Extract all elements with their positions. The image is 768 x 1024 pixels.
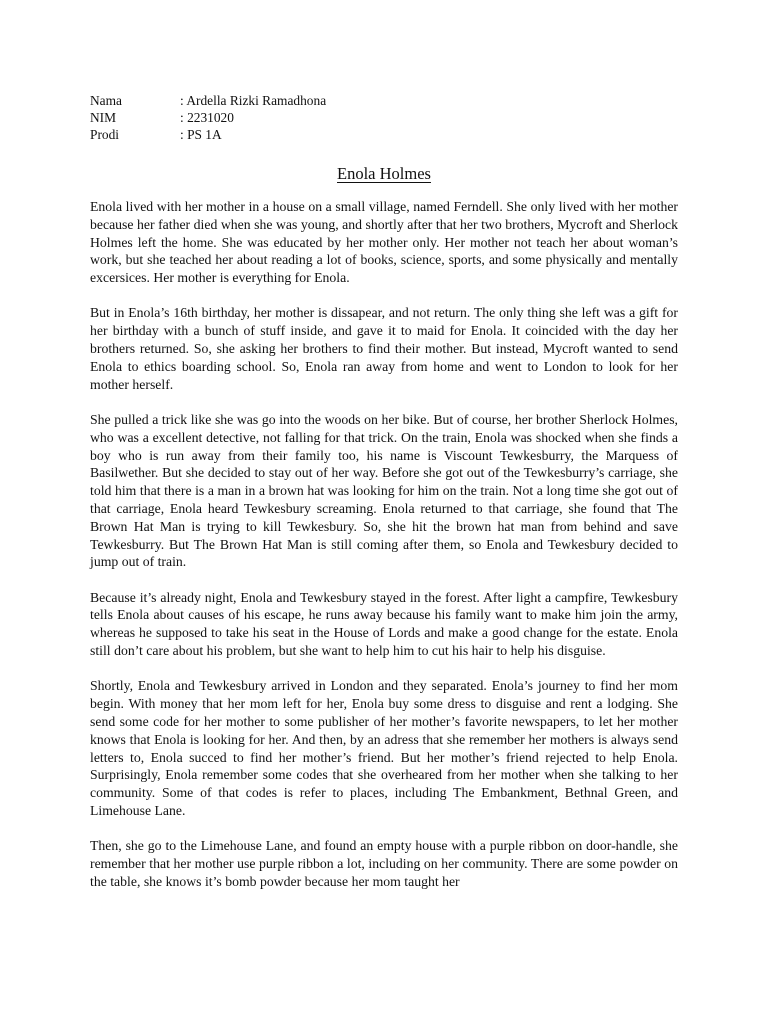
id-value: : 2231020 xyxy=(180,110,234,125)
program-row xyxy=(90,126,678,143)
paragraph-3: She pulled a trick like she was go into the woods on her bike. But of course, her brother Sherlock Holmes, who was a excellent detective, not falling for that trick. On the train, Enola was shocked when she finds a boy who is run away from their family too, his name is Viscount Tewkesburry, the Marquess of Basilwether. But she decided to stay out of her way. Before she got out of the Tewkesburry’s carriage, she told him that there is a man in a brown hat was looking for him on the train. Not a long time she got out of that carriage, Enola heard Tewkesbury screaming. Enola returned to that carriage, she found that The Brown Hat Man is trying to kill Tewkesbury. So, she hit the brown hat man from behind and save Tewkesburry. But The Brown Hat Man is still coming after them, so Enola and Tewkesbury decided to jump out of train. xyxy=(90,411,678,570)
document-body xyxy=(90,198,678,891)
student-info xyxy=(90,92,678,143)
paragraph-5: Shortly, Enola and Tewkesbury arrived in London and they separated. Enola’s journey to find her mom begin. With money that her mom left for her, Enola buy some dress to disguise and rent a lodging. She send some code for her mother to some publisher of her mother’s favorite newspapers, to let her mother knows that Enola is looking for her. And then, by an adress that she remember her mothers is always send letters to, Enola succed to find her mother’s friend. But her mother’s friend rejected to help Enola. Surprisingly, Enola remember some codes that she overheared from her mother when she talking to her community. Some of that codes is refer to places, including The Embankment, Bethnal Green, and Limehouse Lane. xyxy=(90,678,678,818)
paragraph-2: But in Enola’s 16th birthday, her mother is dissapear, and not return. The only thing she left was a gift for her birthday with a bunch of stuff inside, and gave it to maid for Enola. It coincided with the day her brothers returned. So, she asking her brothers to find their mother. But instead, Mycroft wanted to send Enola to ethics boarding school. So, Enola ran away from home and went to London to look for her mother herself. xyxy=(90,305,678,392)
paragraph-4: Because it’s already night, Enola and Tewkesbury stayed in the forest. After light a campfire, Tewkesbury tells Enola about causes of his escape, he runs away because his family want to make him join the army, whereas he supposed to take his seat in the House of Lords and make a good change for the estate. Enola still don’t care about his problem, but she want to help him to cut his hair to help his disguise. xyxy=(90,589,678,659)
student-name-row xyxy=(90,92,678,109)
id-label: NIM xyxy=(90,110,117,125)
document-page xyxy=(90,92,678,908)
program-label: Prodi xyxy=(90,127,120,142)
paragraph-1: Enola lived with her mother in a house on a small village, named Ferndell. She only lived with her mother because her father died when she was young, and shortly after that her two brothers, Mycroft and Sherlock Holmes left the home. She was educated by her mother only. Her mother not teach her about woman’s work, but she teached her about reading a lot of books, science, sports, and some physically and mentally excersices. Her mother is everything for Enola. xyxy=(90,199,678,286)
paragraph-6: Then, she go to the Limehouse Lane, and found an empty house with a purple ribbon on door-handle, she remember that her mother use purple ribbon a lot, including on her community. There are some powder on the table, she knows it’s bomb powder because her mom taught her xyxy=(90,838,678,889)
name-value: : Ardella Rizki Ramadhona xyxy=(180,93,327,108)
document-title: Enola Holmes xyxy=(337,164,431,183)
student-id-row xyxy=(90,109,678,126)
program-value: : PS 1A xyxy=(180,127,222,142)
name-label: Nama xyxy=(90,93,122,108)
